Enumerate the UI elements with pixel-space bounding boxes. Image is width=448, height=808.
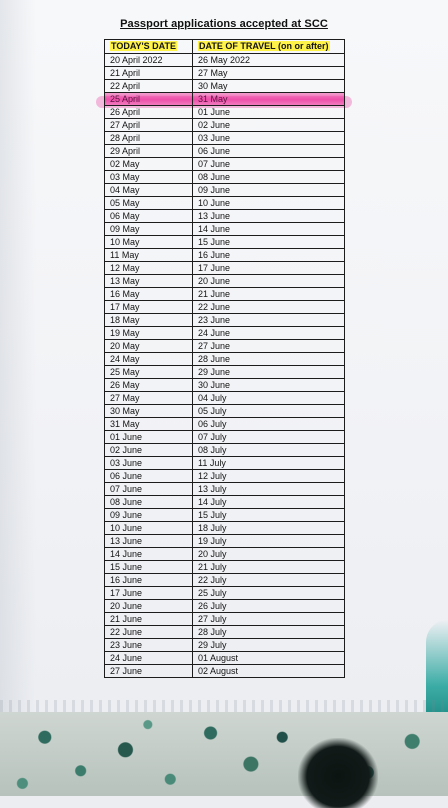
cell-todays-date: 07 June bbox=[105, 483, 193, 496]
table-row bbox=[105, 613, 345, 626]
cell-todays-date: 03 May bbox=[105, 171, 193, 184]
table-row bbox=[105, 457, 345, 470]
cell-todays-date: 17 May bbox=[105, 301, 193, 314]
table-row bbox=[105, 379, 345, 392]
cell-date-of-travel: 22 July bbox=[193, 574, 345, 587]
cell-date-of-travel: 07 June bbox=[193, 158, 345, 171]
table-row bbox=[105, 652, 345, 665]
cell-date-of-travel: 15 July bbox=[193, 509, 345, 522]
cell-date-of-travel: 13 July bbox=[193, 483, 345, 496]
table-row bbox=[105, 288, 345, 301]
table-row bbox=[105, 561, 345, 574]
cell-todays-date: 10 May bbox=[105, 236, 193, 249]
table-row bbox=[105, 184, 345, 197]
cell-todays-date: 30 May bbox=[105, 405, 193, 418]
cell-date-of-travel: 01 August bbox=[193, 652, 345, 665]
cell-todays-date: 26 May bbox=[105, 379, 193, 392]
table-row bbox=[105, 132, 345, 145]
table-row bbox=[105, 522, 345, 535]
table-row bbox=[105, 236, 345, 249]
cell-todays-date: 27 June bbox=[105, 665, 193, 678]
table-row bbox=[105, 327, 345, 340]
table-row bbox=[105, 301, 345, 314]
cell-todays-date: 13 June bbox=[105, 535, 193, 548]
header-date-of-travel: DATE OF TRAVEL (on or after) bbox=[193, 40, 345, 54]
cell-todays-date: 02 May bbox=[105, 158, 193, 171]
cell-date-of-travel: 15 June bbox=[193, 236, 345, 249]
cell-date-of-travel: 31 May bbox=[193, 93, 345, 106]
cell-todays-date: 25 April bbox=[105, 93, 193, 106]
table-row bbox=[105, 392, 345, 405]
cell-date-of-travel: 14 June bbox=[193, 223, 345, 236]
cell-todays-date: 04 May bbox=[105, 184, 193, 197]
cell-date-of-travel: 30 May bbox=[193, 80, 345, 93]
cell-date-of-travel: 21 June bbox=[193, 288, 345, 301]
cell-date-of-travel: 24 June bbox=[193, 327, 345, 340]
table-row bbox=[105, 145, 345, 158]
table-row bbox=[105, 54, 345, 67]
cell-todays-date: 20 June bbox=[105, 600, 193, 613]
cell-todays-date: 21 June bbox=[105, 613, 193, 626]
cell-date-of-travel: 11 July bbox=[193, 457, 345, 470]
table-row bbox=[105, 509, 345, 522]
table-row bbox=[105, 210, 345, 223]
table-row bbox=[105, 574, 345, 587]
cell-todays-date: 20 April 2022 bbox=[105, 54, 193, 67]
cell-todays-date: 11 May bbox=[105, 249, 193, 262]
cell-todays-date: 26 April bbox=[105, 106, 193, 119]
cell-todays-date: 09 June bbox=[105, 509, 193, 522]
cell-date-of-travel: 27 May bbox=[193, 67, 345, 80]
paper-shadow bbox=[0, 0, 36, 712]
cell-todays-date: 16 May bbox=[105, 288, 193, 301]
table-row bbox=[105, 223, 345, 236]
table-row bbox=[105, 418, 345, 431]
table-row bbox=[105, 249, 345, 262]
cell-date-of-travel: 02 June bbox=[193, 119, 345, 132]
table-row bbox=[105, 171, 345, 184]
table-header-row bbox=[105, 40, 345, 54]
cell-date-of-travel: 18 July bbox=[193, 522, 345, 535]
cell-todays-date: 24 May bbox=[105, 353, 193, 366]
cell-date-of-travel: 13 June bbox=[193, 210, 345, 223]
table-row bbox=[105, 80, 345, 93]
table-row bbox=[105, 275, 345, 288]
table-row bbox=[105, 340, 345, 353]
table-row bbox=[105, 639, 345, 652]
cell-todays-date: 19 May bbox=[105, 327, 193, 340]
table-body bbox=[105, 54, 345, 678]
cell-date-of-travel: 04 July bbox=[193, 392, 345, 405]
table-row bbox=[105, 587, 345, 600]
cell-todays-date: 02 June bbox=[105, 444, 193, 457]
cell-todays-date: 29 April bbox=[105, 145, 193, 158]
cell-todays-date: 25 May bbox=[105, 366, 193, 379]
table-row bbox=[105, 67, 345, 80]
cell-date-of-travel: 10 June bbox=[193, 197, 345, 210]
header-todays-date: TODAY'S DATE bbox=[105, 40, 193, 54]
cell-date-of-travel: 22 June bbox=[193, 301, 345, 314]
cell-todays-date: 09 May bbox=[105, 223, 193, 236]
cell-date-of-travel: 20 June bbox=[193, 275, 345, 288]
table-row bbox=[105, 548, 345, 561]
cell-todays-date: 22 April bbox=[105, 80, 193, 93]
cell-date-of-travel: 29 June bbox=[193, 366, 345, 379]
cell-todays-date: 06 May bbox=[105, 210, 193, 223]
cell-date-of-travel: 16 June bbox=[193, 249, 345, 262]
table-row bbox=[105, 483, 345, 496]
cell-todays-date: 28 April bbox=[105, 132, 193, 145]
cell-todays-date: 23 June bbox=[105, 639, 193, 652]
cell-date-of-travel: 09 June bbox=[193, 184, 345, 197]
cell-date-of-travel: 03 June bbox=[193, 132, 345, 145]
cell-date-of-travel: 19 July bbox=[193, 535, 345, 548]
table-row bbox=[105, 197, 345, 210]
cell-todays-date: 13 May bbox=[105, 275, 193, 288]
cell-date-of-travel: 06 June bbox=[193, 145, 345, 158]
table-row bbox=[105, 431, 345, 444]
cell-todays-date: 06 June bbox=[105, 470, 193, 483]
cell-todays-date: 14 June bbox=[105, 548, 193, 561]
cell-date-of-travel: 21 July bbox=[193, 561, 345, 574]
schedule-table bbox=[104, 39, 345, 678]
cell-todays-date: 08 June bbox=[105, 496, 193, 509]
cell-todays-date: 22 June bbox=[105, 626, 193, 639]
cell-date-of-travel: 07 July bbox=[193, 431, 345, 444]
cell-date-of-travel: 06 July bbox=[193, 418, 345, 431]
cell-date-of-travel: 14 July bbox=[193, 496, 345, 509]
table-row bbox=[105, 366, 345, 379]
cell-todays-date: 21 April bbox=[105, 67, 193, 80]
table-row bbox=[105, 535, 345, 548]
table-row bbox=[105, 119, 345, 132]
cell-todays-date: 31 May bbox=[105, 418, 193, 431]
terrazzo-floor bbox=[0, 712, 448, 796]
table-row bbox=[105, 262, 345, 275]
cell-date-of-travel: 27 June bbox=[193, 340, 345, 353]
cell-date-of-travel: 12 July bbox=[193, 470, 345, 483]
cell-date-of-travel: 28 July bbox=[193, 626, 345, 639]
cell-date-of-travel: 01 June bbox=[193, 106, 345, 119]
cell-date-of-travel: 29 July bbox=[193, 639, 345, 652]
cell-todays-date: 17 June bbox=[105, 587, 193, 600]
cell-date-of-travel: 08 July bbox=[193, 444, 345, 457]
cell-todays-date: 05 May bbox=[105, 197, 193, 210]
cell-todays-date: 10 June bbox=[105, 522, 193, 535]
document-title: Passport applications accepted at SCC bbox=[120, 18, 328, 30]
cell-date-of-travel: 08 June bbox=[193, 171, 345, 184]
table-row bbox=[105, 600, 345, 613]
cell-todays-date: 03 June bbox=[105, 457, 193, 470]
cell-todays-date: 24 June bbox=[105, 652, 193, 665]
cell-date-of-travel: 30 June bbox=[193, 379, 345, 392]
floor-shadow bbox=[298, 738, 378, 808]
cell-date-of-travel: 27 July bbox=[193, 613, 345, 626]
cell-todays-date: 27 May bbox=[105, 392, 193, 405]
table-row bbox=[105, 158, 345, 171]
cell-date-of-travel: 25 July bbox=[193, 587, 345, 600]
cell-todays-date: 20 May bbox=[105, 340, 193, 353]
table-row bbox=[105, 93, 345, 106]
table-row bbox=[105, 444, 345, 457]
cell-todays-date: 15 June bbox=[105, 561, 193, 574]
cell-todays-date: 16 June bbox=[105, 574, 193, 587]
cell-date-of-travel: 02 August bbox=[193, 665, 345, 678]
cell-date-of-travel: 28 June bbox=[193, 353, 345, 366]
table-row bbox=[105, 626, 345, 639]
table-row bbox=[105, 470, 345, 483]
cell-date-of-travel: 26 July bbox=[193, 600, 345, 613]
cell-todays-date: 27 April bbox=[105, 119, 193, 132]
table-row bbox=[105, 353, 345, 366]
cell-todays-date: 12 May bbox=[105, 262, 193, 275]
table-row bbox=[105, 106, 345, 119]
table-row bbox=[105, 496, 345, 509]
cell-date-of-travel: 26 May 2022 bbox=[193, 54, 345, 67]
table-row bbox=[105, 314, 345, 327]
cell-todays-date: 18 May bbox=[105, 314, 193, 327]
cell-date-of-travel: 05 July bbox=[193, 405, 345, 418]
cell-todays-date: 01 June bbox=[105, 431, 193, 444]
table-row bbox=[105, 405, 345, 418]
cell-date-of-travel: 20 July bbox=[193, 548, 345, 561]
table-row bbox=[105, 665, 345, 678]
cell-date-of-travel: 23 June bbox=[193, 314, 345, 327]
cell-date-of-travel: 17 June bbox=[193, 262, 345, 275]
